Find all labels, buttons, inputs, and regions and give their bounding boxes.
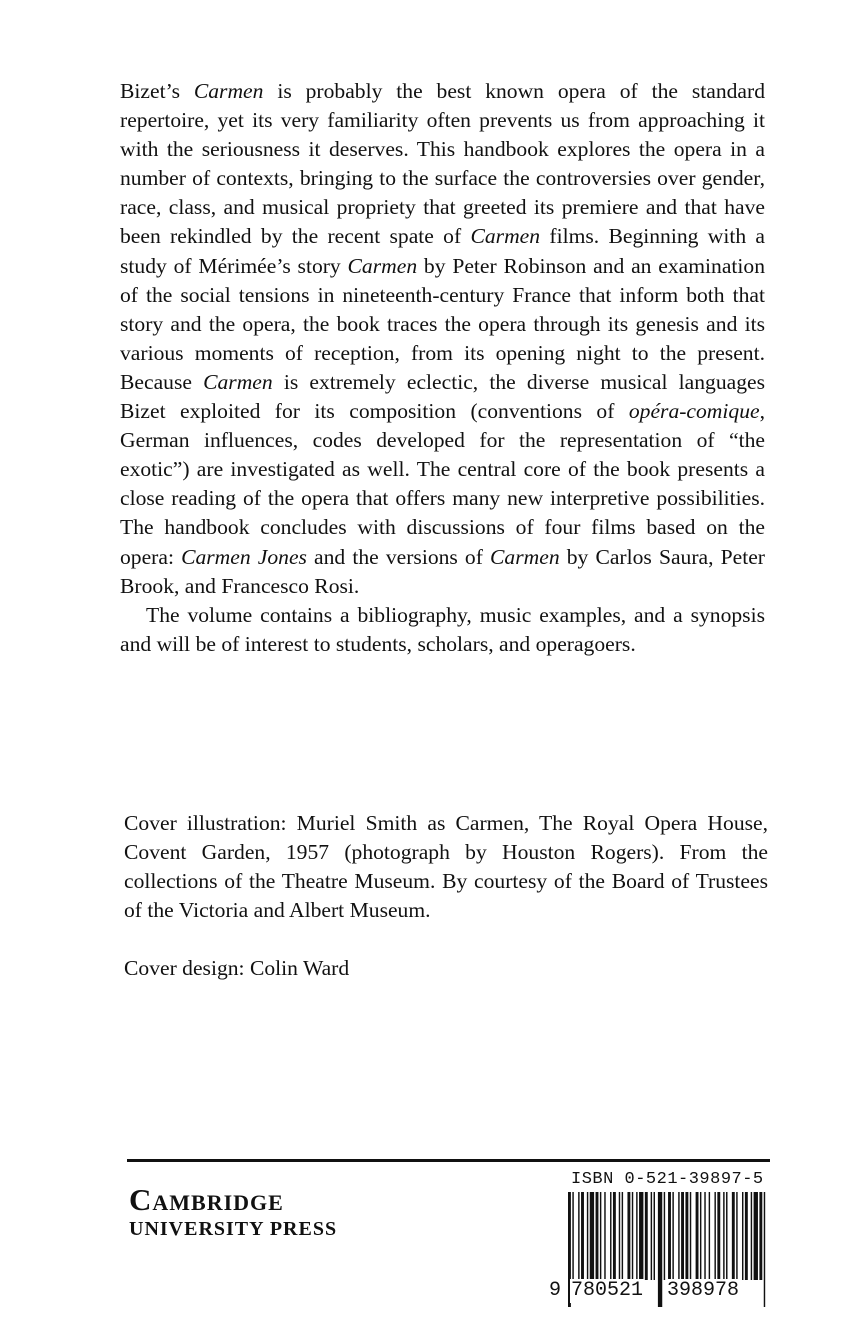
text-run: is extremely eclectic, the diverse musical languages Bizet exploited for its composition (conventions of	[120, 369, 765, 424]
barcode-bar	[619, 1192, 620, 1280]
barcode-bar	[645, 1192, 648, 1280]
barcode-bar	[590, 1192, 594, 1280]
italic-title: Carmen	[490, 544, 560, 569]
barcode-bar	[751, 1192, 752, 1280]
text-run: , German influences, codes developed for the representation of “the exotic”) are investigated as well. The central core of the book presents a close reading of the opera that offers many new interpretive possibilities. The handbook concludes with discussions of four films based on the opera:	[120, 399, 765, 569]
barcode-bar	[717, 1192, 720, 1280]
barcode-digit-left-group: 780521	[571, 1279, 644, 1302]
barcode-bar	[745, 1192, 748, 1280]
barcode-bar	[622, 1192, 623, 1280]
divider-rule	[127, 1159, 770, 1162]
barcode-bar	[714, 1192, 715, 1280]
cover-design-credit: Cover design: Colin Ward	[124, 956, 350, 980]
barcode-bar	[672, 1192, 673, 1280]
isbn-label: ISBN 0-521-39897-5	[571, 1170, 764, 1189]
barcode-digits	[548, 1279, 770, 1303]
blurb-paragraph	[120, 601, 765, 659]
text-run: is probably the best known opera of the standard repertoire, yet its very familiarity often prevents us from approaching it with the seriousness it deserves. This handbook explores the opera in a number of contexts, bringing to the surface the controversies over gender, race, class, and musical propriety that greeted its premiere and that have been rekindled by the recent spate of	[120, 79, 765, 249]
barcode-bar	[668, 1192, 671, 1280]
barcode-digit-right-group: 398978	[667, 1279, 740, 1302]
barcode-bar	[613, 1192, 616, 1280]
italic-title: opéra-comique	[628, 399, 760, 424]
italic-title: Carmen Jones	[181, 544, 307, 569]
barcode-bar	[690, 1192, 691, 1280]
italic-title: Carmen	[347, 253, 418, 278]
barcode-bar	[651, 1192, 652, 1280]
barcode-bar	[632, 1192, 633, 1280]
barcode-bar	[742, 1192, 743, 1280]
barcode-bar	[600, 1192, 601, 1280]
barcode-bar	[759, 1192, 762, 1280]
barcode-bar	[604, 1192, 605, 1280]
publisher-subtitle: UNIVERSITY PRESS	[129, 1218, 338, 1240]
text-run: films. Beginning with a study of Mérimée’s story	[120, 224, 766, 278]
text-run: and the versions of	[306, 544, 491, 569]
text-run: by Peter Robinson and an examination of the social tensions in nineteenth-century France that inform both that story and the opera, the book traces the opera through its genesis and its various moments of reception, from its opening night to the present. Because	[120, 253, 765, 394]
barcode-bar	[578, 1192, 579, 1280]
barcode-bar	[696, 1192, 699, 1280]
blurb-paragraph	[120, 77, 765, 601]
text-run: Bizet’s	[120, 79, 194, 103]
barcode-bar	[754, 1192, 758, 1280]
barcode-bar	[736, 1192, 737, 1280]
barcode-bar	[681, 1192, 684, 1280]
barcode-bar	[726, 1192, 727, 1280]
italic-title: Carmen	[203, 369, 273, 394]
barcode-digit-prefix: 9	[549, 1279, 562, 1302]
barcode-bar	[723, 1192, 724, 1280]
publisher-name: Cambridge	[129, 1182, 284, 1217]
barcode-bar	[685, 1192, 688, 1280]
barcode-bar	[587, 1192, 588, 1280]
barcode-bar	[664, 1192, 665, 1280]
barcode-bar	[596, 1192, 599, 1280]
publisher-logo	[129, 1183, 337, 1241]
barcode-bar	[610, 1192, 611, 1280]
barcode-bar	[581, 1192, 584, 1280]
barcode-bar	[732, 1192, 735, 1280]
text-run: by Carlos Saura, Peter Brook, and Francesco Rosi.	[120, 544, 765, 598]
barcode-bar	[627, 1192, 630, 1280]
italic-title: Carmen	[470, 224, 541, 249]
barcode-bar	[572, 1192, 573, 1280]
barcode-bar	[639, 1192, 643, 1280]
barcode-bar	[709, 1192, 710, 1280]
italic-title: Carmen	[193, 79, 264, 103]
barcode-bar	[704, 1192, 705, 1280]
blurb-text	[120, 77, 765, 659]
text-run: The volume contains a bibliography, music examples, and a synopsis and will be of interest to students, scholars, and operagoers.	[120, 602, 765, 656]
barcode-bar	[636, 1192, 637, 1280]
barcode-bar	[654, 1192, 655, 1280]
barcode-bar	[700, 1192, 701, 1280]
barcode-bar	[678, 1192, 679, 1280]
cover-illustration-credit: Cover illustration: Muriel Smith as Carmen, The Royal Opera House, Covent Garden, 1957 (photograph by Houston Rogers). From the collections of the Theatre Museum. By courtesy of the Board of Trustees of the Victoria and Albert Museum.	[124, 811, 768, 923]
